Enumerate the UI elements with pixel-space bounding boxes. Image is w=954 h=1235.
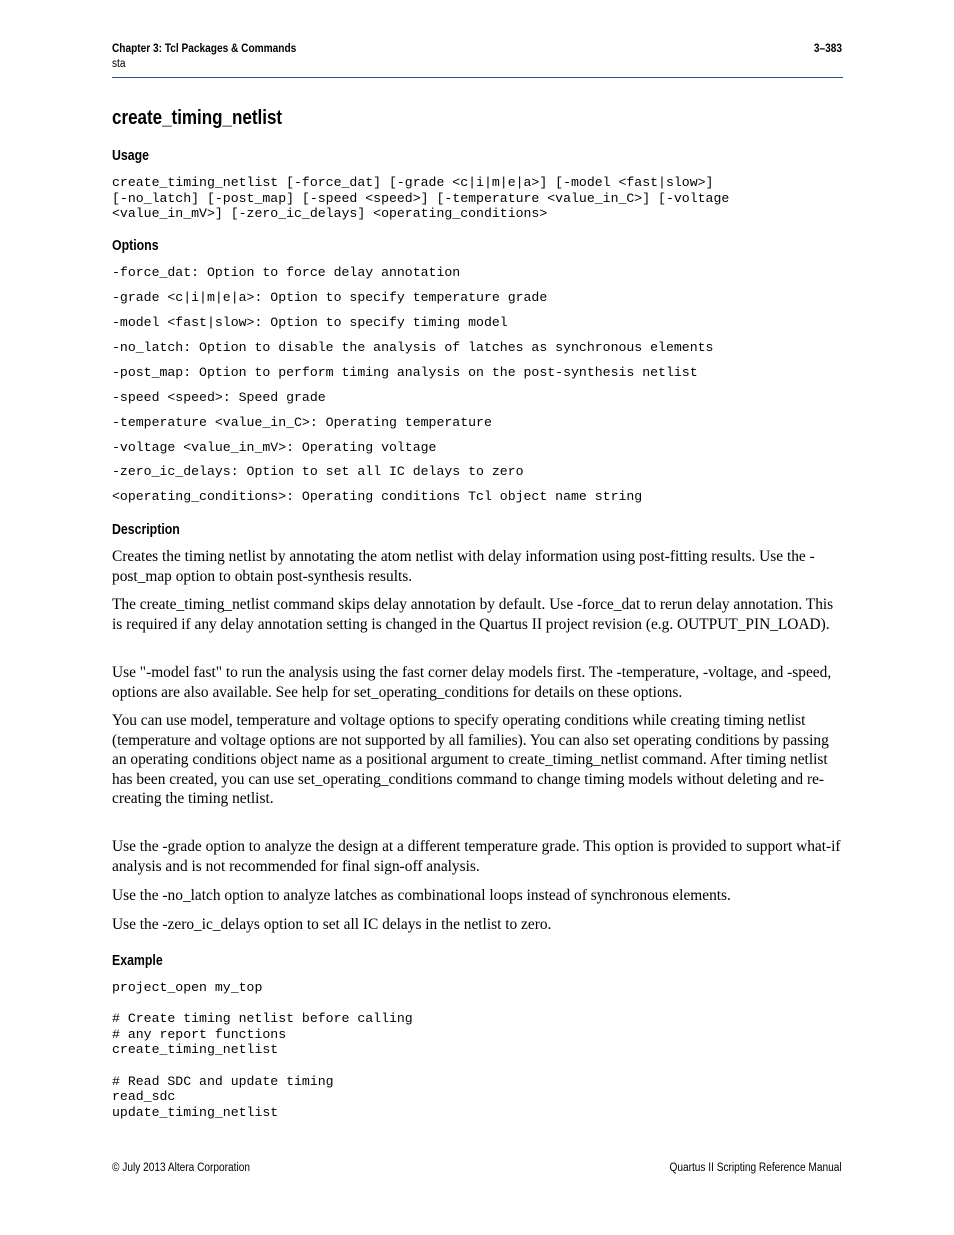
page-number: 3–383 <box>813 43 842 55</box>
option-item: -voltage <value_in_mV>: Operating voltage <box>112 440 437 455</box>
description-paragraph: You can use model, temperature and voltage options to specify operating conditions while creating timing netlist (temperature and voltage options are not supported by all families). You can also set operating conditions by passing an operating conditions object name as a positional argument to create_timing_netlist command. After timing netlist has been created, you can use set_operating_conditions command to change timing models without deleting and re-creating the timing netlist. <box>112 712 829 807</box>
footer-copyright: © July 2013 Altera Corporation <box>112 1162 250 1174</box>
description-paragraph: Use the -zero_ic_delays option to set all IC delays in the netlist to zero. <box>112 916 552 933</box>
option-item: -force_dat: Option to force delay annotation <box>112 265 461 280</box>
page-title: create_timing_netlist <box>112 107 283 129</box>
chapter-header: Chapter 3: Tcl Packages & Commands <box>112 43 297 55</box>
example-heading: Example <box>112 953 163 969</box>
description-heading: Description <box>112 522 180 538</box>
description-paragraph: Creates the timing netlist by annotating the atom netlist with delay information using post-fitting results. Use the -post_map option to obtain post-synthesis results. <box>112 548 815 585</box>
usage-heading: Usage <box>112 148 150 164</box>
description-paragraph: Use the -grade option to analyze the design at a different temperature grade. This option is provided to support what-if analysis and is not recommended for final sign-off analysis. <box>112 838 841 875</box>
footer-manual-title: Quartus II Scripting Reference Manual <box>669 1162 842 1174</box>
option-item: -grade <c|i|m|e|a>: Option to specify temperature grade <box>112 290 548 305</box>
option-item: -temperature <value_in_C>: Operating temperature <box>112 415 492 430</box>
description-paragraph: The create_timing_netlist command skips delay annotation by default. Use -force_dat to rerun delay annotation. This is required if any delay annotation setting is changed in the Quartus II project revision (e.g. OUTPUT_PIN_LOAD). <box>112 596 834 633</box>
option-item: <operating_conditions>: Operating conditions Tcl object name string <box>112 489 643 504</box>
option-item: -zero_ic_delays: Option to set all IC delays to zero <box>112 464 524 479</box>
option-item: -speed <speed>: Speed grade <box>112 390 326 405</box>
package-name: sta <box>112 58 126 70</box>
example-code: project_open my_top # Create timing netlist before calling # any report functions create_timing_netlist # Read SDC and update timing read_sdc update_timing_netlist <box>112 980 413 1120</box>
options-heading: Options <box>112 238 159 254</box>
description-paragraph: Use "-model fast" to run the analysis using the fast corner delay models first. The -temperature, -voltage, and -speed, options are also available. See help for set_operating_conditions for details on these options. <box>112 664 832 701</box>
option-item: -no_latch: Option to disable the analysis of latches as synchronous elements <box>112 340 714 355</box>
option-item: -post_map: Option to perform timing analysis on the post-synthesis netlist <box>112 365 698 380</box>
description-paragraph: Use the -no_latch option to analyze latches as combinational loops instead of synchronous elements. <box>112 887 731 904</box>
option-item: -model <fast|slow>: Option to specify timing model <box>112 315 508 330</box>
header-rule <box>112 77 843 78</box>
usage-code: create_timing_netlist [-force_dat] [-grade <c|i|m|e|a>] [-model <fast|slow>] [-no_latch] [-post_map] [-speed <speed>] [-temperature <value_in_C>] [-voltage <value_in_mV>] [-zero_ic_delays] <operating_conditions> <box>112 175 730 222</box>
